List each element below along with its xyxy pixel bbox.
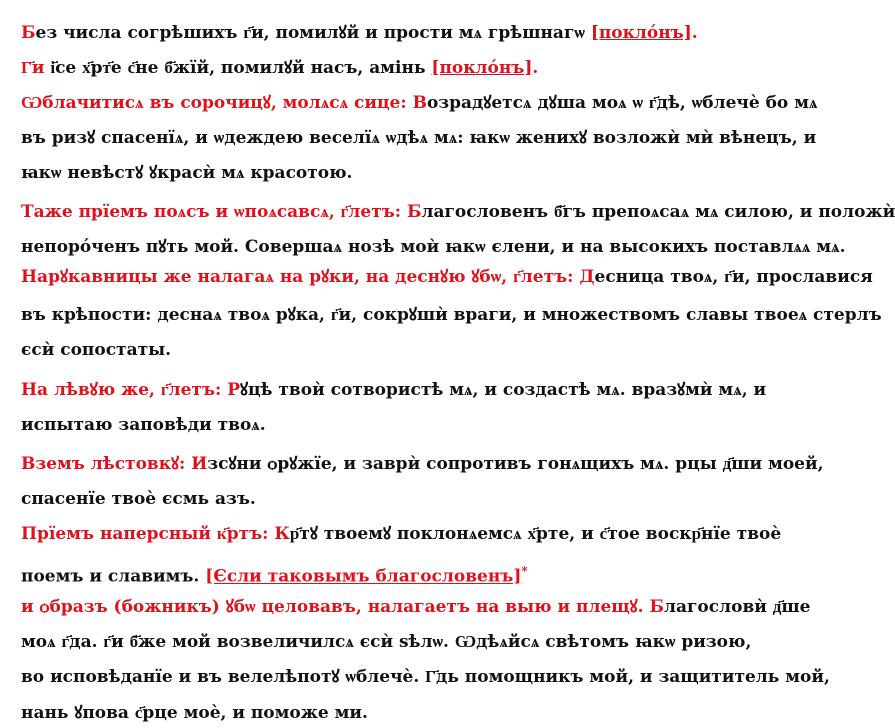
body-text: испытаю заповѣди твоѧ. xyxy=(21,415,266,435)
body-text: єсѝ сопостаты. xyxy=(21,340,172,360)
rubric-bracket: [Єсли таковымъ благословенъ] xyxy=(205,566,522,587)
text-line xyxy=(21,558,744,587)
rubric-text: Вземъ лѣстовкꙋ: xyxy=(21,454,192,474)
rubric-text: В xyxy=(412,93,427,113)
rubric-text: Б xyxy=(21,23,36,43)
rubric-text: На лѣвꙋю же, г҃летъ: xyxy=(21,380,228,400)
text-line xyxy=(21,302,882,328)
text-line xyxy=(21,664,830,690)
body-text: спасенїе твоѐ єсмь азъ. xyxy=(21,489,256,509)
rubric-text: и ѻбразъ (божникъ) ꙋбѡ целовавъ, налагаетъ на выю и плещꙋ. xyxy=(21,597,650,617)
rubric-text: И xyxy=(191,454,208,474)
text-line xyxy=(21,377,767,403)
text-line xyxy=(21,125,817,151)
rubric-text: Нарꙋкавницы же налагаѧ на рꙋки, на деснꙋю ꙋбѡ, г҃летъ: xyxy=(21,267,580,287)
body-text: во исповѣданїе и въ велелѣпотꙋ ѡблечѐ. Г҃дь помощникъ мой, и защититель мой, xyxy=(21,667,830,687)
rubric-text: . xyxy=(532,58,539,78)
rubric-text: * xyxy=(521,564,528,578)
text-line xyxy=(21,20,744,46)
body-text: поемъ и славимъ. xyxy=(21,566,206,587)
rubric-text: Р xyxy=(227,380,240,400)
body-text: есница твоѧ, г҃и, прославися xyxy=(594,267,873,287)
rubric-bracket: [поклóнъ] xyxy=(431,58,533,78)
text-line xyxy=(21,234,846,260)
text-line xyxy=(21,700,744,726)
text-line xyxy=(21,264,873,290)
text-line xyxy=(21,160,744,186)
text-line xyxy=(21,199,895,225)
text-line xyxy=(21,337,744,363)
text-line xyxy=(21,594,811,620)
rubric-text: Д xyxy=(579,267,595,287)
rubric-text: . xyxy=(691,23,698,43)
text-line xyxy=(21,521,782,547)
body-text: озрадꙋетсѧ дꙋша моѧ ѡ г҃дѣ, ѡблечѐ бо мѧ xyxy=(426,93,818,113)
rubric-text: Б xyxy=(649,597,665,617)
body-text: въ ризꙋ спасенїѧ, и ѡдеждею веселїѧ ѡдѣѧ мѧ: ꙗкѡ женихꙋ возложѝ мѝ вѣнецъ, и xyxy=(21,128,817,148)
text-line xyxy=(21,486,744,512)
text-line xyxy=(21,55,744,81)
body-text: лагословенъ б҃гъ препоѧсаѧ мѧ силою, и положѝ xyxy=(421,202,895,222)
rubric-text: Б xyxy=(406,202,422,222)
rubric-text: Г҃и xyxy=(21,58,45,78)
body-text: р҃тꙋ твоемꙋ поклонѧемсѧ х҃рте, и с҃тое воскр҃нїе твоѐ xyxy=(289,524,782,544)
body-text: ез числа согрѣшихъ г҃и, помилꙋй и прости мѧ грѣшнагѡ xyxy=(35,23,591,43)
body-text: ꙗкѡ невѣстꙋ ꙋкрасѝ мѧ красотою. xyxy=(21,163,353,183)
rubric-text: Ѡблачитисѧ въ сорочицꙋ, молѧсѧ сице: xyxy=(21,93,413,113)
text-line xyxy=(21,90,818,116)
body-text: непорóченъ пꙋть мой. Совершаѧ нозѣ моѝ ꙗкѡ єлени, и на высокихъ поставлѧѧ мѧ. xyxy=(21,237,846,257)
body-text: нань ꙋпова с҃рце моѐ, и поможе ми. xyxy=(21,703,368,723)
body-text: і҃се х҃рт҃е с҃не б҃жїй, помилꙋй насъ, амінь xyxy=(44,58,432,78)
text-line xyxy=(21,629,752,655)
body-text: зсꙋни ѻрꙋжїе, и заврѝ сопротивъ гонѧщихъ мѧ. рцы д҃ши моей, xyxy=(207,454,824,474)
rubric-text: Прїемъ наперсный к҃ртъ: xyxy=(21,524,275,544)
text-line xyxy=(21,451,824,477)
rubric-text: К xyxy=(274,524,290,544)
rubric-bracket: [поклóнъ] xyxy=(590,23,692,43)
text-line xyxy=(21,412,744,438)
body-text: моѧ г҃да. г҃и б҃же мой возвеличилсѧ єсѝ ѕѣлѡ. Ѡдѣѧйсѧ свѣтомъ ꙗкѡ ризою, xyxy=(21,632,752,652)
rubric-text: Таже прїемъ поѧсъ и ѡпоѧсавсѧ, г҃летъ: xyxy=(21,202,407,222)
body-text: въ крѣпости: деснаѧ твоѧ рꙋка, г҃и, сокрꙋшѝ враги, и множествомъ славы твоеѧ стерлъ xyxy=(21,305,882,325)
body-text: лагословѝ д҃ше xyxy=(664,597,811,617)
body-text: ꙋцѣ твоѝ сотвористѣ мѧ, и создастѣ мѧ. вразꙋмѝ мѧ, и xyxy=(239,380,767,400)
